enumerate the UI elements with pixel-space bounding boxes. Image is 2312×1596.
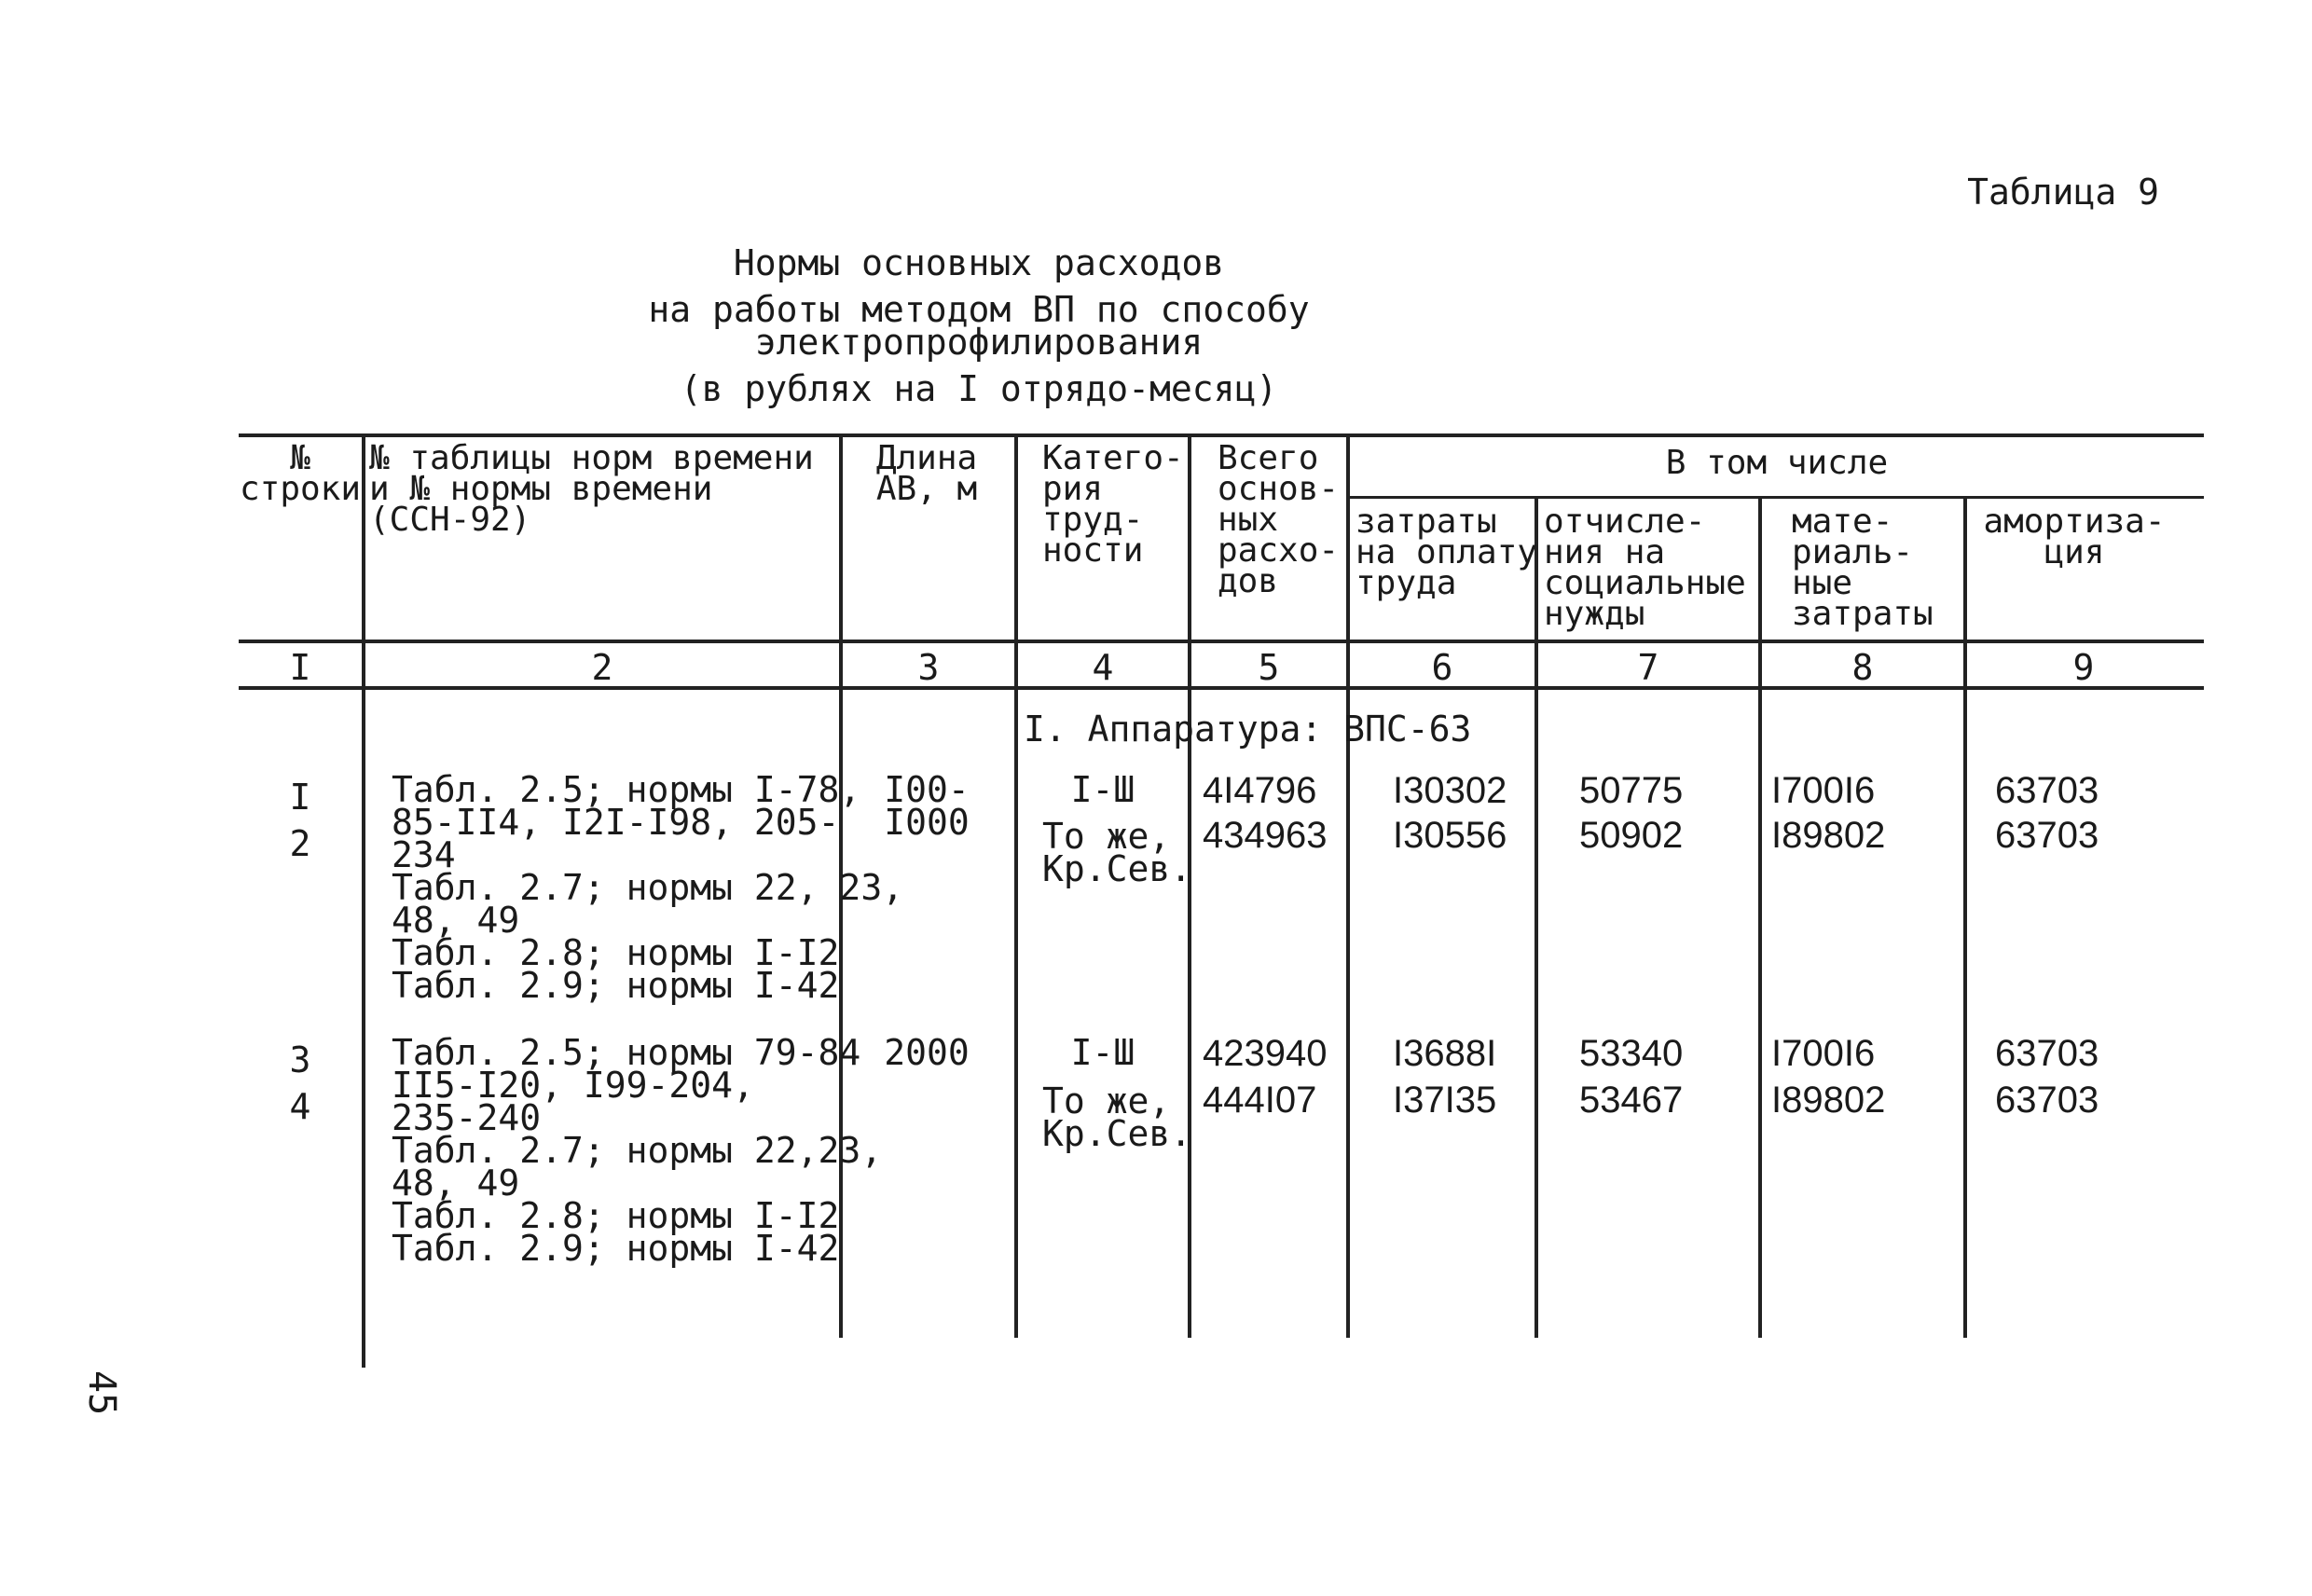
page-subtitle: на работы методом ВП по способу xyxy=(648,289,1310,330)
section-title: I. Аппаратура: ВПС-63 xyxy=(1024,709,1472,750)
norm-references: Табл. 2.5; нормы I-78, 85-II4, I2I-I98, 205- 234 Табл. 2.7; нормы 22, 23, 48, 49 Табл. 2.8; нормы I-I2 Табл. 2.9; нормы I-42 xyxy=(392,769,904,1006)
col-divider xyxy=(362,435,365,1368)
category: I-Ш xyxy=(1070,1032,1135,1073)
length-ab: 2000 xyxy=(884,1032,970,1073)
social-cost: 50902 xyxy=(1579,815,1684,856)
rule-header xyxy=(239,640,2204,643)
labor-cost: I30302 xyxy=(1393,770,1507,811)
category: То же, Кр.Сев. xyxy=(1042,1080,1192,1154)
column-number: 3 xyxy=(917,647,940,688)
column-number: 8 xyxy=(1851,647,1874,688)
col-divider xyxy=(1758,498,1762,1338)
total-cost: 444I07 xyxy=(1203,1080,1317,1121)
column-number: 7 xyxy=(1637,647,1659,688)
row-numbers: 3 4 xyxy=(289,1039,311,1127)
col-divider xyxy=(1014,435,1018,1338)
header-length: Длина АВ, м xyxy=(875,439,978,508)
header-total: Всего основ- ных расхо- дов xyxy=(1218,439,1340,600)
column-number: 5 xyxy=(1258,647,1280,688)
labor-cost: I30556 xyxy=(1393,815,1507,856)
header-category: Катего- рия труд- ности xyxy=(1042,439,1184,570)
amortization-cost: 63703 xyxy=(1995,1033,2099,1074)
materials-cost: I700I6 xyxy=(1771,770,1876,811)
materials-cost: I89802 xyxy=(1771,815,1886,856)
social-cost: 53340 xyxy=(1579,1033,1684,1074)
rule-top xyxy=(239,433,2204,437)
amortization-cost: 63703 xyxy=(1995,770,2099,811)
header-materials: мате- риаль- ные затраты xyxy=(1792,502,1934,633)
social-cost: 53467 xyxy=(1579,1080,1684,1121)
total-cost: 423940 xyxy=(1203,1033,1328,1074)
total-cost: 4I4796 xyxy=(1203,770,1317,811)
category: То же, Кр.Сев. xyxy=(1042,816,1192,889)
table-label: Таблица 9 xyxy=(1967,172,2159,213)
labor-cost: I3688I xyxy=(1393,1033,1497,1074)
header-group: В том числе xyxy=(1665,444,1889,482)
length-ab: I00- I000 xyxy=(884,769,970,843)
amortization-cost: 63703 xyxy=(1995,815,2099,856)
labor-cost: I37I35 xyxy=(1393,1080,1497,1121)
total-cost: 434963 xyxy=(1203,815,1328,856)
rule-group xyxy=(1350,496,2204,499)
column-number: 6 xyxy=(1431,647,1453,688)
column-number: 2 xyxy=(591,647,613,688)
social-cost: 50775 xyxy=(1579,770,1684,811)
category: I-Ш xyxy=(1070,769,1135,810)
page-subtitle: электропрофилирования xyxy=(754,322,1204,363)
header-row-number: № строки xyxy=(239,439,362,508)
units-note: (в рублях на I отрядо-месяц) xyxy=(680,368,1278,409)
amortization-cost: 63703 xyxy=(1995,1080,2099,1121)
page-title: Нормы основных расходов xyxy=(733,242,1225,283)
materials-cost: I700I6 xyxy=(1771,1033,1876,1074)
column-number: 9 xyxy=(2072,647,2095,688)
materials-cost: I89802 xyxy=(1771,1080,1886,1121)
col-divider xyxy=(1534,498,1538,1338)
col-divider xyxy=(1963,498,1967,1338)
header-norm-table: № таблицы норм времени и № нормы времени (ССН-92) xyxy=(369,439,814,539)
row-numbers: I 2 xyxy=(289,777,311,864)
page-number: 45 xyxy=(80,1370,123,1416)
header-social: отчисле- ния на социальные нужды xyxy=(1544,502,1746,633)
header-amortization: амортиза- ция xyxy=(1983,502,2166,571)
header-labor: затраты на оплату труда xyxy=(1356,502,1538,602)
col-divider xyxy=(1346,435,1350,1338)
column-number: I xyxy=(289,647,311,688)
norm-references: Табл. 2.5; нормы 79-84 II5-I20, I99-204, 235-240 Табл. 2.7; нормы 22,23, 48, 49 Табл. 2.8; нормы I-I2 Табл. 2.9; нормы I-42 xyxy=(392,1032,883,1269)
column-number: 4 xyxy=(1092,647,1114,688)
